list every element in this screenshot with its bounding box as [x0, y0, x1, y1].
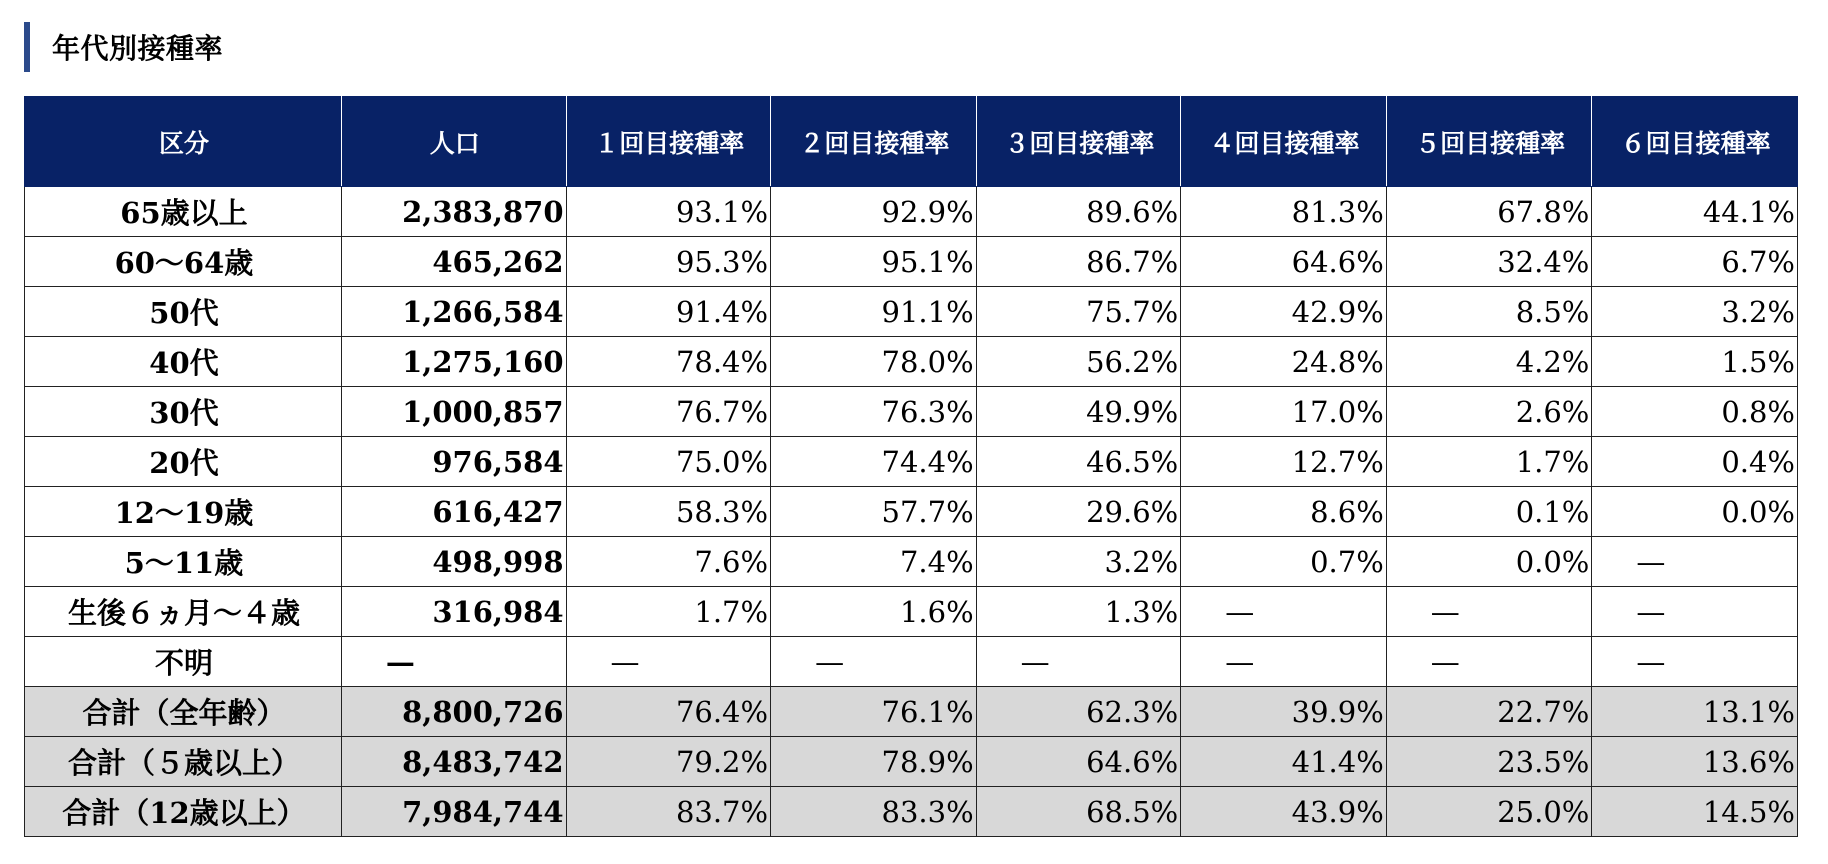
dose6-rate-cell: 13.6% — [1592, 737, 1798, 787]
population-cell: 2,383,870 — [341, 187, 566, 237]
category-cell: 65歳以上 — [25, 187, 342, 237]
dose6-rate-cell: 3.2% — [1592, 287, 1798, 337]
population-cell: 1,275,160 — [341, 337, 566, 387]
category-cell: 不明 — [25, 637, 342, 687]
dose5-rate-cell: 0.1% — [1386, 487, 1592, 537]
header-dose3-rate: ３回目接種率 — [976, 97, 1181, 187]
dose3-rate-cell: 89.6% — [976, 187, 1181, 237]
category-cell: 合計（全年齢） — [25, 687, 342, 737]
dose2-rate-cell: 76.1% — [771, 687, 977, 737]
dose6-rate-cell: — — [1592, 637, 1798, 687]
category-cell: 40代 — [25, 337, 342, 387]
dose5-rate-cell: 0.0% — [1386, 537, 1592, 587]
dose4-rate-cell: 17.0% — [1181, 387, 1387, 437]
dose4-rate-cell: — — [1181, 637, 1387, 687]
dose6-rate-cell: 0.4% — [1592, 437, 1798, 487]
table-row — [25, 637, 1798, 687]
dose1-rate-cell: 83.7% — [566, 787, 771, 837]
dose2-rate-cell: 76.3% — [771, 387, 977, 437]
section-title: 年代別接種率 — [24, 22, 223, 72]
dose4-rate-cell: 24.8% — [1181, 337, 1387, 387]
dose4-rate-cell: 43.9% — [1181, 787, 1387, 837]
dose6-rate-cell: 1.5% — [1592, 337, 1798, 387]
dose3-rate-cell: 68.5% — [976, 787, 1181, 837]
table-row — [25, 537, 1798, 587]
dose1-rate-cell: 76.7% — [566, 387, 771, 437]
header-dose4-rate: ４回目接種率 — [1181, 97, 1387, 187]
population-cell: 7,984,744 — [341, 787, 566, 837]
table-row — [25, 387, 1798, 437]
population-cell: 498,998 — [341, 537, 566, 587]
dose5-rate-cell: 4.2% — [1386, 337, 1592, 387]
header-dose5-rate: ５回目接種率 — [1386, 97, 1592, 187]
dose1-rate-cell: 58.3% — [566, 487, 771, 537]
category-cell: 20代 — [25, 437, 342, 487]
category-cell: 60〜64歳 — [25, 237, 342, 287]
population-cell: 316,984 — [341, 587, 566, 637]
table-row — [25, 487, 1798, 537]
category-cell: 30代 — [25, 387, 342, 437]
dose6-rate-cell: 44.1% — [1592, 187, 1798, 237]
dose3-rate-cell: 62.3% — [976, 687, 1181, 737]
dose2-rate-cell: 78.9% — [771, 737, 977, 787]
dose3-rate-cell: 56.2% — [976, 337, 1181, 387]
dose3-rate-cell: — — [976, 637, 1181, 687]
table-row — [25, 437, 1798, 487]
dose2-rate-cell: 91.1% — [771, 287, 977, 337]
population-cell: — — [341, 637, 566, 687]
dose1-rate-cell: 1.7% — [566, 587, 771, 637]
dose5-rate-cell: — — [1386, 637, 1592, 687]
dose2-rate-cell: — — [771, 637, 977, 687]
table-row — [25, 287, 1798, 337]
dose5-rate-cell: — — [1386, 587, 1592, 637]
dose1-rate-cell: 75.0% — [566, 437, 771, 487]
dose3-rate-cell: 1.3% — [976, 587, 1181, 637]
population-cell: 8,800,726 — [341, 687, 566, 737]
dose5-rate-cell: 2.6% — [1386, 387, 1592, 437]
dose2-rate-cell: 74.4% — [771, 437, 977, 487]
dose1-rate-cell: 76.4% — [566, 687, 771, 737]
header-category: 区分 — [25, 97, 342, 187]
dose1-rate-cell: 93.1% — [566, 187, 771, 237]
category-cell: 合計（12歳以上） — [25, 787, 342, 837]
dose4-rate-cell: 12.7% — [1181, 437, 1387, 487]
dose4-rate-cell: 81.3% — [1181, 187, 1387, 237]
dose5-rate-cell: 32.4% — [1386, 237, 1592, 287]
dose3-rate-cell: 3.2% — [976, 537, 1181, 587]
table-row — [25, 587, 1798, 637]
dose5-rate-cell: 67.8% — [1386, 187, 1592, 237]
dose1-rate-cell: 7.6% — [566, 537, 771, 587]
dose2-rate-cell: 57.7% — [771, 487, 977, 537]
dose4-rate-cell: 42.9% — [1181, 287, 1387, 337]
dose6-rate-cell: — — [1592, 537, 1798, 587]
dose2-rate-cell: 1.6% — [771, 587, 977, 637]
dose5-rate-cell: 25.0% — [1386, 787, 1592, 837]
dose3-rate-cell: 29.6% — [976, 487, 1181, 537]
header-dose6-rate: ６回目接種率 — [1592, 97, 1798, 187]
dose2-rate-cell: 7.4% — [771, 537, 977, 587]
dose1-rate-cell: 91.4% — [566, 287, 771, 337]
dose6-rate-cell: 0.0% — [1592, 487, 1798, 537]
dose5-rate-cell: 8.5% — [1386, 287, 1592, 337]
dose4-rate-cell: 0.7% — [1181, 537, 1387, 587]
header-population: 人口 — [341, 97, 566, 187]
dose4-rate-cell: — — [1181, 587, 1387, 637]
population-cell: 8,483,742 — [341, 737, 566, 787]
dose6-rate-cell: 14.5% — [1592, 787, 1798, 837]
total-row — [25, 787, 1798, 837]
dose3-rate-cell: 49.9% — [976, 387, 1181, 437]
dose4-rate-cell: 64.6% — [1181, 237, 1387, 287]
dose5-rate-cell: 23.5% — [1386, 737, 1592, 787]
dose3-rate-cell: 46.5% — [976, 437, 1181, 487]
dose6-rate-cell: — — [1592, 587, 1798, 637]
dose1-rate-cell: — — [566, 637, 771, 687]
category-cell: 合計（５歳以上） — [25, 737, 342, 787]
dose3-rate-cell: 75.7% — [976, 287, 1181, 337]
population-cell: 1,266,584 — [341, 287, 566, 337]
total-row — [25, 737, 1798, 787]
dose6-rate-cell: 0.8% — [1592, 387, 1798, 437]
dose3-rate-cell: 86.7% — [976, 237, 1181, 287]
dose5-rate-cell: 22.7% — [1386, 687, 1592, 737]
dose3-rate-cell: 64.6% — [976, 737, 1181, 787]
dose4-rate-cell: 39.9% — [1181, 687, 1387, 737]
dose1-rate-cell: 79.2% — [566, 737, 771, 787]
population-cell: 976,584 — [341, 437, 566, 487]
header-dose2-rate: ２回目接種率 — [771, 97, 977, 187]
table-row — [25, 337, 1798, 387]
table-body — [25, 187, 1798, 837]
category-cell: 生後６ヵ月〜４歳 — [25, 587, 342, 637]
dose2-rate-cell: 83.3% — [771, 787, 977, 837]
category-cell: 50代 — [25, 287, 342, 337]
table-row — [25, 187, 1798, 237]
dose4-rate-cell: 8.6% — [1181, 487, 1387, 537]
dose6-rate-cell: 6.7% — [1592, 237, 1798, 287]
dose5-rate-cell: 1.7% — [1386, 437, 1592, 487]
header-dose1-rate: １回目接種率 — [566, 97, 771, 187]
total-row — [25, 687, 1798, 737]
dose4-rate-cell: 41.4% — [1181, 737, 1387, 787]
category-cell: 5〜11歳 — [25, 537, 342, 587]
dose2-rate-cell: 92.9% — [771, 187, 977, 237]
population-cell: 465,262 — [341, 237, 566, 287]
table-row — [25, 237, 1798, 287]
table-header-row — [25, 97, 1798, 187]
category-cell: 12〜19歳 — [25, 487, 342, 537]
vaccination-rate-table — [24, 96, 1798, 837]
dose1-rate-cell: 95.3% — [566, 237, 771, 287]
population-cell: 1,000,857 — [341, 387, 566, 437]
dose1-rate-cell: 78.4% — [566, 337, 771, 387]
population-cell: 616,427 — [341, 487, 566, 537]
dose2-rate-cell: 95.1% — [771, 237, 977, 287]
dose2-rate-cell: 78.0% — [771, 337, 977, 387]
dose6-rate-cell: 13.1% — [1592, 687, 1798, 737]
